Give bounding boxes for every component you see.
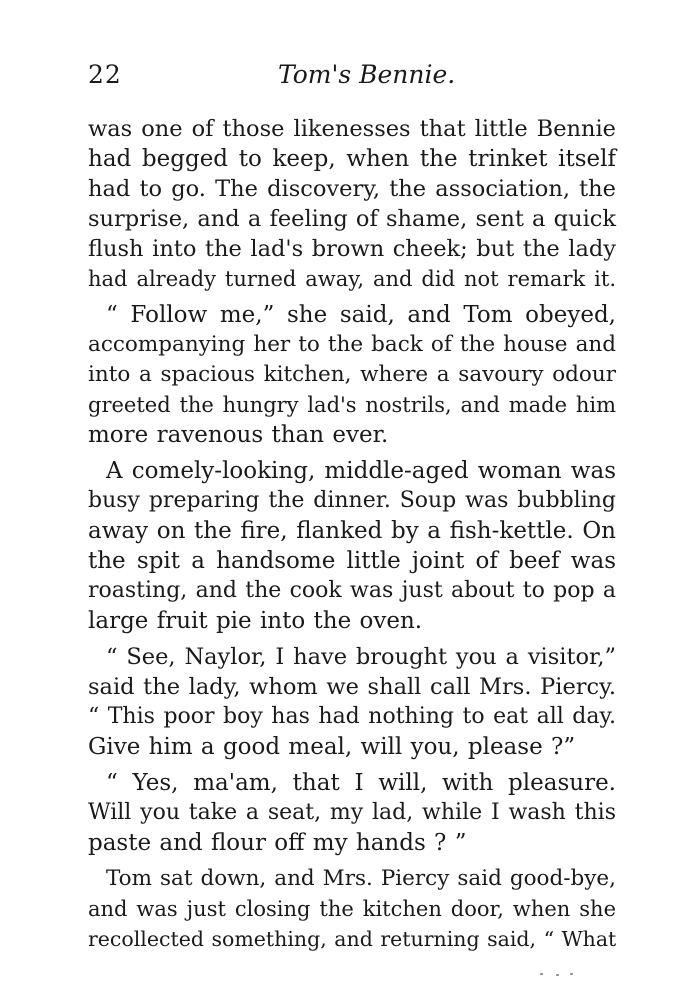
print-speck [570, 973, 573, 975]
text-line: into a spacious kitchen, where a savoury odour [88, 362, 616, 387]
text-line: Tom sat down, and Mrs. Piercy said good-bye, [106, 866, 616, 891]
text-line: “ Yes, ma'am, that I will, with pleasure. [106, 770, 616, 796]
page-number: 22 [88, 60, 122, 89]
text-line: said the lady, whom we shall call Mrs. Piercy. [88, 674, 616, 700]
paragraph [88, 300, 616, 450]
text-line: “ See, Naylor, I have brought you a visitor,” [106, 644, 616, 670]
text-line: large fruit pie into the oven. [88, 608, 423, 634]
running-head [88, 60, 616, 100]
paragraph [88, 642, 616, 762]
text-line: “ Follow me,” she said, and Tom obeyed, [106, 302, 616, 328]
paragraph [88, 768, 616, 858]
text-line: more ravenous than ever. [88, 422, 389, 448]
text-line: Give him a good meal, will you, please ?” [88, 734, 576, 760]
print-speck [556, 974, 559, 976]
text-line: away on the fire, flanked by a fish-kettle. On [88, 518, 616, 544]
paragraph [88, 114, 616, 294]
text-line: surprise, and a feeling of shame, sent a quick [88, 206, 616, 232]
running-title: Tom's Bennie. [278, 60, 456, 89]
body-text [88, 114, 616, 954]
text-line: A comely-looking, middle-aged woman was [106, 458, 616, 484]
text-line: roasting, and the cook was just about to pop a [88, 578, 616, 603]
paragraph [88, 456, 616, 636]
text-line: the spit a handsome little joint of beef was [88, 548, 616, 574]
text-line: accompanying her to the back of the house and [88, 332, 616, 357]
text-line: was one of those likenesses that little Bennie [88, 116, 616, 142]
text-line: “ This poor boy has had nothing to eat all day. [88, 704, 616, 729]
text-line: busy preparing the dinner. Soup was bubbling [88, 488, 616, 513]
text-line: Will you take a seat, my lad, while I wash this [88, 800, 616, 825]
text-line: and was just closing the kitchen door, when she [88, 897, 616, 921]
text-line: recollected something, and returning said, “ What [88, 927, 617, 951]
text-line: had already turned away, and did not remark it. [88, 267, 616, 291]
text-line: had begged to keep, when the trinket itself [88, 146, 616, 172]
print-speck [540, 973, 543, 975]
paragraph [88, 864, 616, 954]
text-line: paste and flour off my hands ? ” [88, 830, 467, 856]
text-line: flush into the lad's brown cheek; but the lady [88, 236, 616, 262]
text-line: had to go. The discovery, the association, the [88, 176, 616, 202]
text-line: greeted the hungry lad's nostrils, and made him [88, 393, 616, 417]
